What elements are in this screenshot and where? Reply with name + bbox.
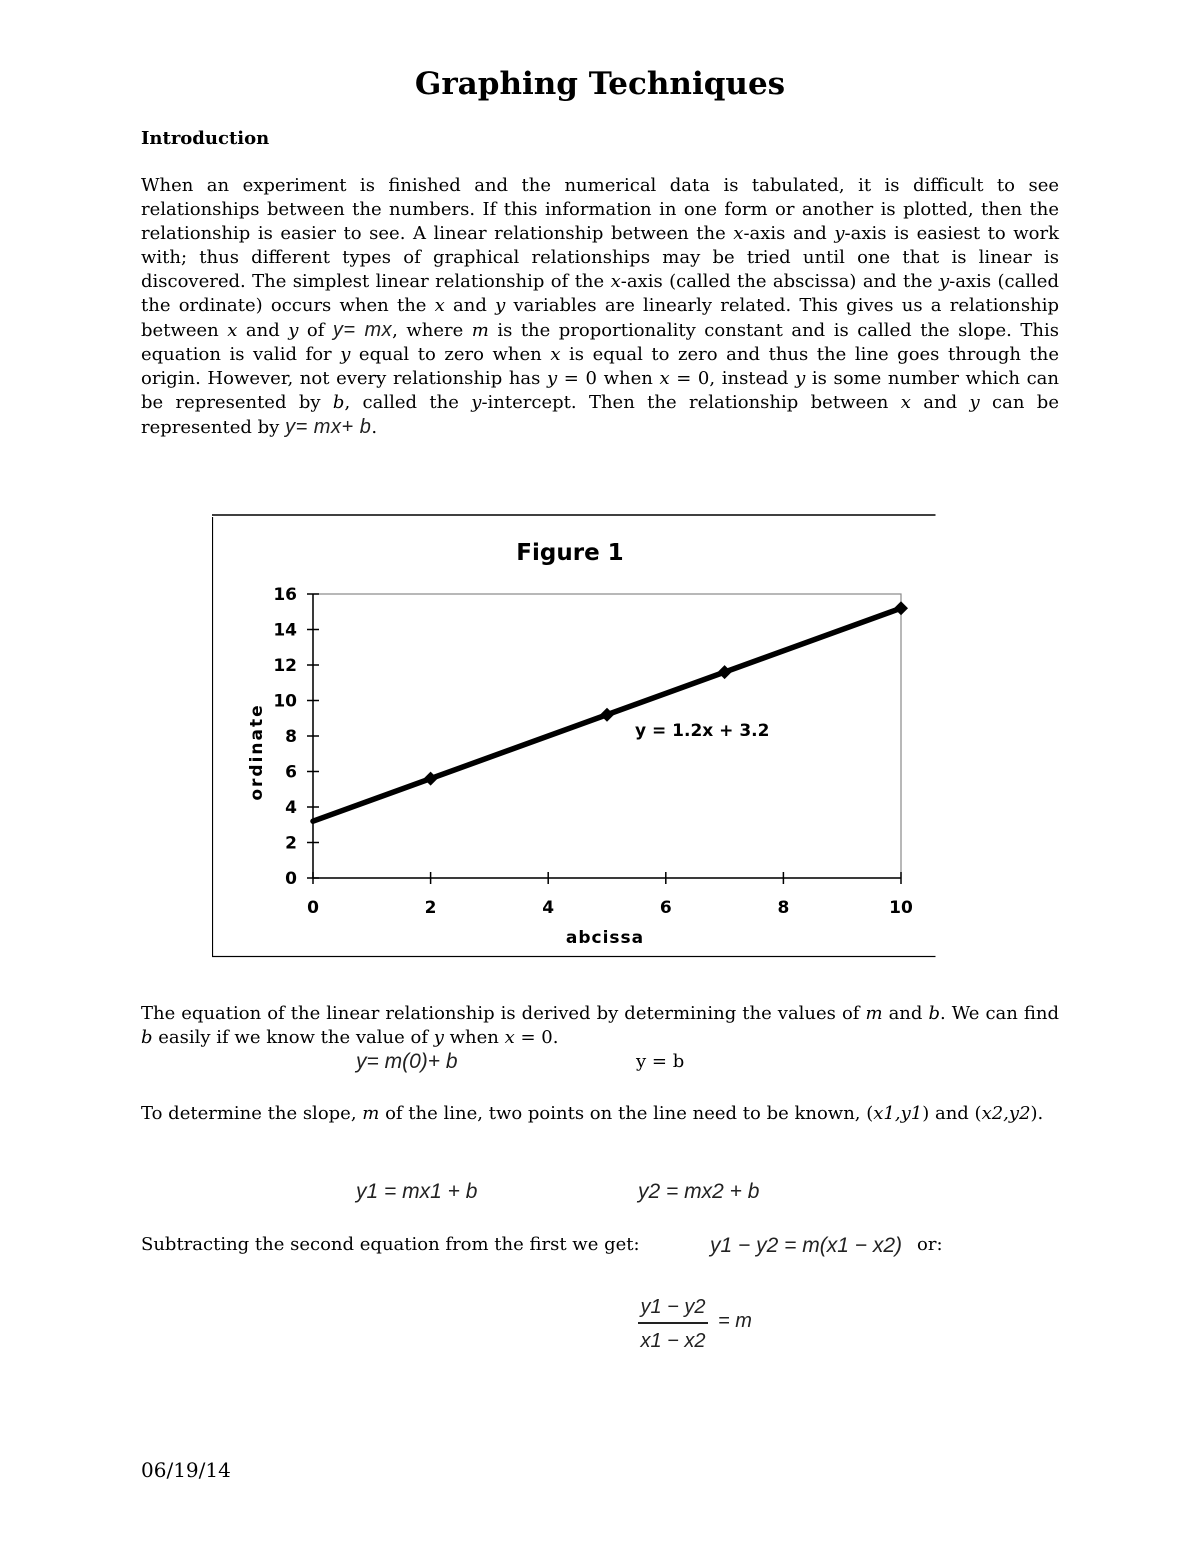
equation-y-m0-b: y= m(0)+ b xyxy=(356,1050,458,1073)
or-text: or: xyxy=(917,1234,943,1255)
x-tick-label: 8 xyxy=(777,898,790,918)
y-tick-label: 6 xyxy=(285,762,297,783)
equation-y-mx: y= mx xyxy=(332,319,393,341)
equation-difference: y1 − y2 = m(x1 − x2) xyxy=(710,1234,902,1257)
y-tick-label: 0 xyxy=(285,869,297,889)
equation-point-2: y2 = mx2 + b xyxy=(638,1180,760,1203)
x-tick-label: 10 xyxy=(889,898,913,918)
x-tick-label: 6 xyxy=(659,898,672,918)
two-points-paragraph: To determine the slope, m of the line, two points on the line need to be known, (x1,y1) and (x2,y2). xyxy=(141,1103,1044,1124)
y-tick-label: 10 xyxy=(273,691,297,712)
chart-frame xyxy=(213,515,937,957)
y-tick-label: 16 xyxy=(273,585,297,605)
y-tick-label: 2 xyxy=(285,833,297,854)
page-title: Graphing Techniques xyxy=(414,66,786,102)
fraction-rhs: = m xyxy=(718,1310,752,1332)
equation-y-equals-b: y = b xyxy=(636,1051,685,1072)
section-heading-introduction: Introduction xyxy=(141,128,270,149)
y-tick-label: 12 xyxy=(273,656,297,676)
fraction-denominator: x1 − x2 xyxy=(640,1330,706,1352)
fraction-numerator: y1 − y2 xyxy=(638,1296,708,1324)
figure-1-chart xyxy=(212,514,938,958)
footer-date: 06/19/14 xyxy=(141,1458,231,1482)
x-axis-label: abcissa xyxy=(565,928,645,948)
y-tick-label: 4 xyxy=(285,798,297,818)
intro-paragraph: When an experiment is finished and the numerical data is tabulated, it is difficult to see relationships between the numbers. If this information in one form or another is plotted, then the relationship is easier to see. A linear relationship between the x-axis and y-axis is easiest to work with; thus different types of graphical relationships may be tried until one that is linear is discovered. The simplest linear relationship of the x-axis (called the abscissa) and the y-axis (called the ordinate) occurs when the x and y variables are linearly related. This gives us a relationship between x and y of y= mx, where m is the proportionality constant and is called the slope. This equation is valid for y equal to zero when x is equal to zero and thus the line goes through the origin. However, not every relationship has y = 0 when x = 0, instead y is some number which can be represented by b, called the y-intercept. Then the relationship between x and y can be represented by y= mx+ b. xyxy=(141,175,1060,438)
chart-title: Figure 1 xyxy=(516,540,624,566)
y-tick-label: 14 xyxy=(273,620,297,641)
y-axis-label: ordinate xyxy=(247,703,267,801)
y-tick-label: 8 xyxy=(285,727,297,747)
x-tick-label: 2 xyxy=(424,898,437,918)
slope-intro-paragraph: The equation of the linear relationship is derived by determining the values of m and b. We can find b easily if we know the value of y when x = 0. xyxy=(141,1003,1059,1048)
trendline-label: y = 1.2x + 3.2 xyxy=(635,721,770,741)
x-tick-label: 0 xyxy=(307,898,319,918)
equation-point-1: y1 = mx1 + b xyxy=(356,1180,478,1203)
subtracting-sentence: Subtracting the second equation from the first we get: xyxy=(141,1234,640,1255)
equation-y-mx-b: y= mx+ b xyxy=(285,416,372,438)
x-tick-label: 4 xyxy=(542,898,555,918)
